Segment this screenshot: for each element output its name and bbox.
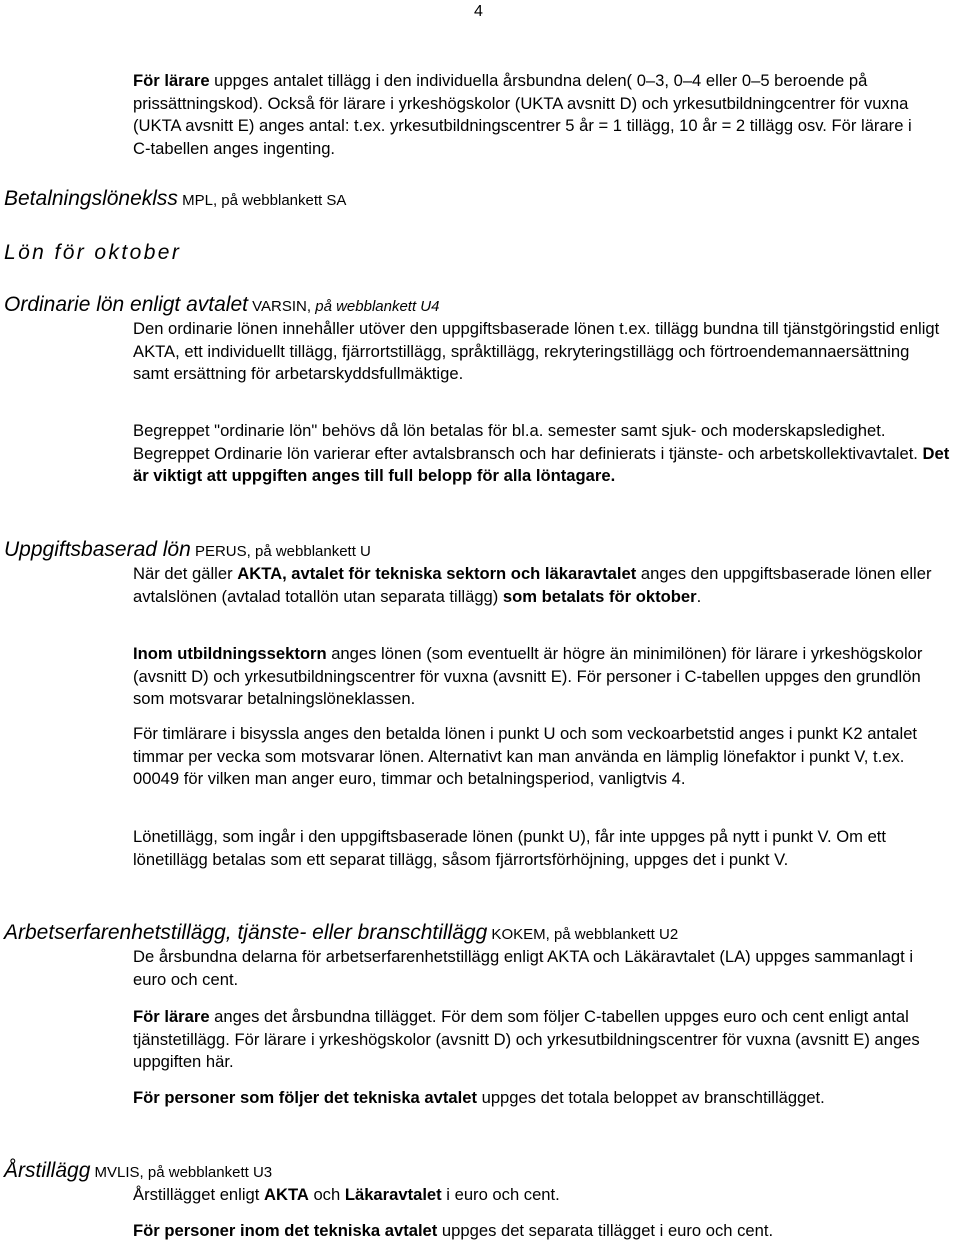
text-run-bold: Inom utbildningssektorn xyxy=(133,644,327,663)
text-run: När det gäller xyxy=(133,564,238,583)
text-run: anges lönen (som eventuellt är högre än minimilönen) för lärare i yrkeshögskolor (avsnitt D) och yrkesutbildningscentrer för vuxna (avsnitt E). För personer i C-tabellen uppges den grundlön som motsvarar betalningslöneklassen. xyxy=(133,644,923,708)
text-run: och xyxy=(308,1185,345,1204)
text-run-bold: AKTA, avtalet för tekniska sektorn och läkaravtalet xyxy=(237,564,637,583)
heading-title: Årstillägg xyxy=(4,1159,91,1182)
text-run-bold: För lärare xyxy=(133,1007,210,1026)
text-run-bold: som betalats för oktober xyxy=(502,586,697,606)
intro-paragraph xyxy=(133,70,933,160)
heading-tag: MVLIS, på webblankett U3 xyxy=(90,1164,273,1181)
arbetserfarenhet-paragraph-3 xyxy=(133,1087,933,1110)
section-heading-lon-for-oktober xyxy=(4,242,181,266)
arstillagg-paragraph-2 xyxy=(133,1220,933,1243)
section-heading-betalningsloneklass xyxy=(4,188,346,212)
text-run: . xyxy=(696,586,702,606)
text-run-bold: AKTA xyxy=(263,1185,309,1204)
heading-title: Lön för oktober xyxy=(4,241,182,264)
text-run-bold: För personer inom det tekniska avtalet xyxy=(133,1221,438,1240)
heading-tag: MPL, på webblankett SA xyxy=(177,192,347,209)
uppgiftsbaserad-paragraph-2 xyxy=(133,643,948,711)
text-run-bold: För personer som följer det tekniska avtalet xyxy=(133,1088,477,1107)
heading-tag: KOKEM, på webblankett U2 xyxy=(487,926,679,943)
uppgiftsbaserad-paragraph-3: För timlärare i bisyssla anges den betalda lönen i punkt U och som veckoarbetstid anges i punkt K2 antalet timmar per vecka som motsvarar lönen. Alternativt kan man använda en lämplig lönefaktor i punkt V, t.ex. 00049 för vilken man anger euro, timmar och betalningsperiod, vanligtvis 4. xyxy=(133,724,918,788)
arbetserfarenhet-paragraph-2 xyxy=(133,1006,958,1074)
ordinarie-paragraph-2 xyxy=(133,420,958,488)
text-run: anges det årsbundna tillägget. För dem som följer C-tabellen uppges euro och cent enligt antal tjänstetillägg. För lärare i yrkeshögskolor (avsnitt D) och yrkesutbildningscentrer för vuxna (avsnitt E) anges uppgiften här. xyxy=(133,1007,920,1071)
section-heading-uppgiftsbaserad-lon xyxy=(4,539,371,563)
ordinarie-p2-text: Begreppet "ordinarie lön" behövs då lön betalas för bl.a. semester samt sjuk- och moderskapsledighet. Begreppet Ordinarie lön varierar efter avtalsbransch och har definierats i tjänste- och arbetskollektivavtalet. xyxy=(133,421,923,463)
text-run: Årstillägget enligt xyxy=(133,1185,264,1204)
ordinarie-paragraph-1: Den ordinarie lönen innehåller utöver den uppgiftsbaserade lönen t.ex. tillägg bundna till tjänstgöringstid enligt AKTA, ett individuellt tillägg, fjärrortstillägg, språktillägg, rekryteringstillägg och förtroendemannaersättning samt ersättning för arbetarskyddsfullmäktige. xyxy=(133,319,940,383)
intro-lead: För lärare xyxy=(133,71,210,90)
text-run: i euro och cent. xyxy=(441,1185,560,1204)
text-run: anges den uppgiftsbaserade lönen eller avtalslönen (avtalad totallön utan separata tillägg) xyxy=(133,564,932,606)
ordinarie-p2-emphasis: Det är viktigt att uppgiften anges till full belopp för alla löntagare. xyxy=(133,443,950,485)
section-heading-arstillagg xyxy=(4,1160,272,1184)
heading-tag-form: på webblankett U4 xyxy=(311,298,440,315)
heading-title: Arbetserfarenhetstillägg, tjänste- eller branschtillägg xyxy=(4,921,488,944)
text-run: uppges det totala beloppet av branschtillägget. xyxy=(476,1088,825,1107)
uppgiftsbaserad-paragraph-1 xyxy=(133,563,948,608)
text-run-bold: Läkaravtalet xyxy=(344,1185,442,1204)
page-number: 4 xyxy=(474,3,483,20)
heading-title: Uppgiftsbaserad lön xyxy=(4,538,191,561)
heading-tag: PERUS, på webblankett U xyxy=(190,543,371,560)
text-run: uppges det separata tillägget i euro och cent. xyxy=(437,1221,774,1240)
arbetserfarenhet-paragraph-1: De årsbundna delarna för arbetserfarenhetstillägg enligt AKTA och Läkäravtalet (LA) uppges sammanlagt i euro och cent. xyxy=(133,947,914,989)
intro-body: uppges antalet tillägg i den individuella årsbundna delen( 0–3, 0–4 eller 0–5 beroende på prissättningskod). Också för lärare i yrkeshögskolor (UKTA avsnitt D) och yrkesutbildningcentrer för vuxna (UKTA avsnitt E) anges antal: t.ex. yrkesutbildningscentrer 5 år = 1 tillägg, 10 år = 2 tillägg osv. För lärare i C-tabellen anges ingenting. xyxy=(133,71,912,158)
heading-tag-code: VARSIN, xyxy=(247,298,312,315)
uppgiftsbaserad-paragraph-4: Lönetillägg, som ingår i den uppgiftsbaserade lönen (punkt U), får inte uppges på nytt i punkt V. Om ett lönetillägg betalas som ett separat tillägg, såsom fjärrortsförhöjning, uppges det i punkt V. xyxy=(133,827,887,869)
heading-title: Ordinarie lön enligt avtalet xyxy=(4,293,248,316)
section-heading-ordinarie-lon xyxy=(4,294,439,318)
section-heading-arbetserfarenhetstillagg xyxy=(4,922,678,946)
arstillagg-paragraph-1 xyxy=(133,1184,933,1207)
heading-title: Betalningslöneklss xyxy=(4,187,178,210)
